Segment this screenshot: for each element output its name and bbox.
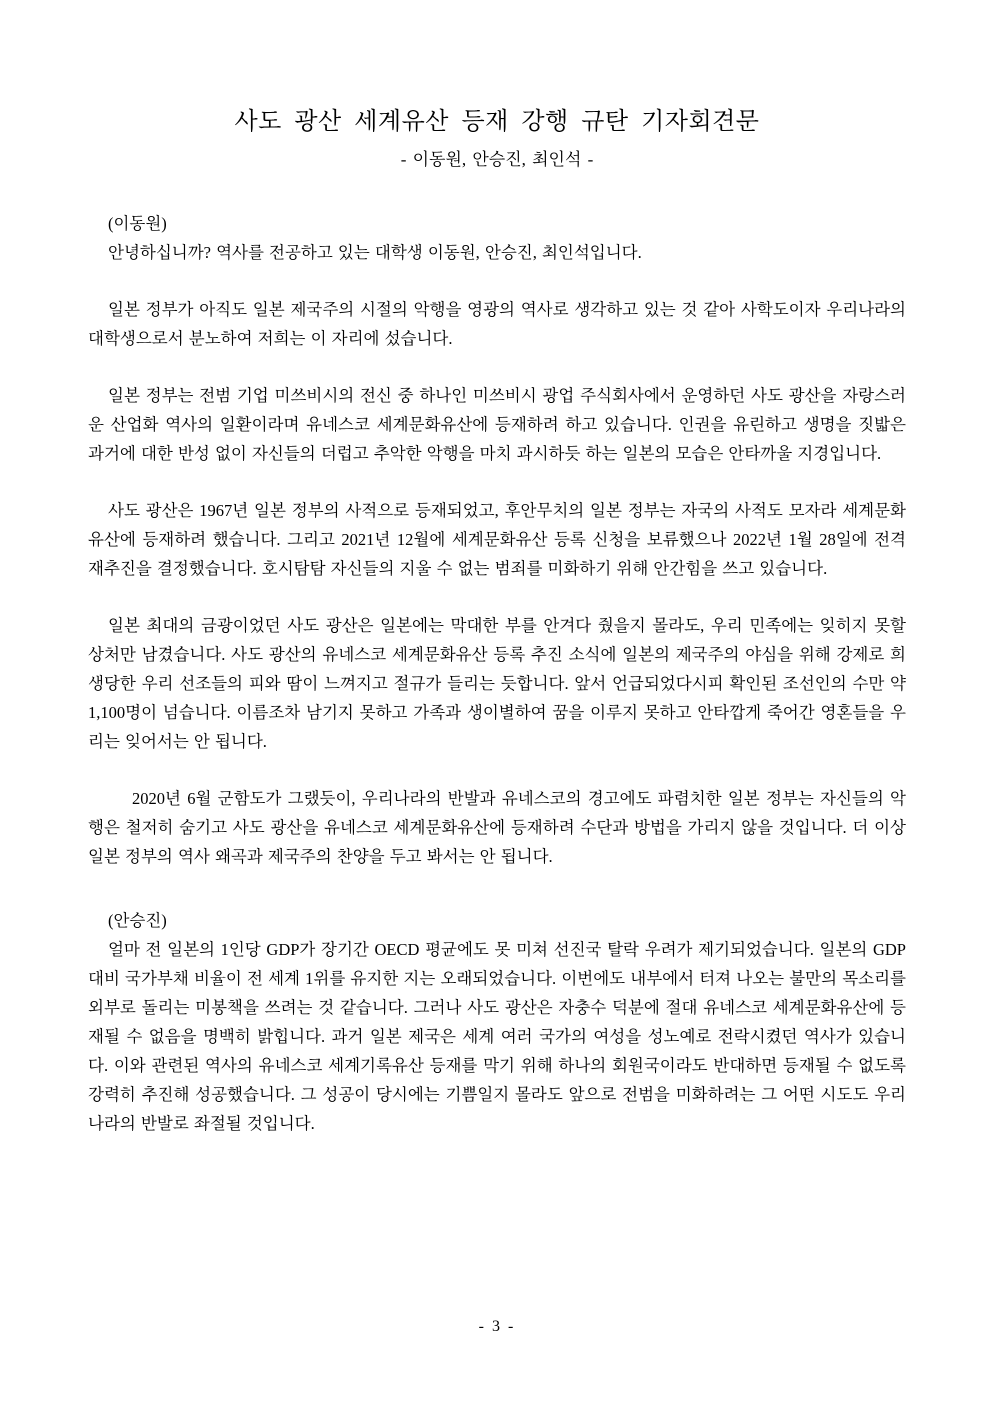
speaker-label: (안승진) (108, 911, 167, 930)
speaker-label: (이동원) (108, 214, 167, 233)
section-speaker-2 (88, 906, 906, 1138)
paragraph: 얼마 전 일본의 1인당 GDP가 장기간 OECD 평균에도 못 미쳐 선진국 탈락 우려가 제기되었습니다. 일본의 GDP 대비 국가부채 비율이 전 세계 1위를 유지한 지는 오래되었습니다. 이번에도 내부에서 터져 나오는 불만의 목소리를 외부로 돌리는 미봉책을 쓰려는 것 같습니다. 그러나 사도 광산은 자충수 덕분에 절대 유네스코 세계문화유산에 등재될 수 없음을 명백히 밝힙니다. 과거 일본 제국은 세계 여러 국가의 여성을 성노예로 전락시켰던 역사가 있습니다. 이와 관련된 역사의 유네스코 세계기록유산 등재를 막기 위해 하나의 회원국이라도 반대하면 등재될 수 없도록 강력히 추진해 성공했습니다. 그 성공이 당시에는 기쁨일지 몰라도 앞으로 전범을 미화하려는 그 어떤 시도도 우리나라의 반발로 좌절될 것입니다. (88, 940, 906, 1133)
paragraph: 2020년 6월 군함도가 그랬듯이, 우리나라의 반발과 유네스코의 경고에도 파렴치한 일본 정부는 자신들의 악행은 철저히 숨기고 사도 광산을 유네스코 세계문화유산에 등재하려 수단과 방법을 가리지 않을 것입니다. 더 이상 일본 정부의 역사 왜곡과 제국주의 찬양을 두고 봐서는 안 됩니다. (88, 789, 906, 866)
document-subtitle: - 이동원, 안승진, 최인석 - (400, 150, 594, 169)
paragraph: 사도 광산은 1967년 일본 정부의 사적으로 등재되었고, 후안무치의 일본 정부는 자국의 사적도 모자라 세계문화유산에 등재하려 했습니다. 그리고 2021년 12월에 세계문화유산 등록 신청을 보류했으나 2022년 1월 28일에 전격 재추진을 결정했습니다. 호시탐탐 자신들의 지울 수 없는 범죄를 미화하기 위해 안간힘을 쓰고 있습니다. (88, 501, 906, 578)
paragraph: 일본 정부는 전범 기업 미쓰비시의 전신 중 하나인 미쓰비시 광업 주식회사에서 운영하던 사도 광산을 자랑스러운 산업화 역사의 일환이라며 유네스코 세계문화유산에 등재하려 하고 있습니다. 인권을 유린하고 생명을 짓밟은 과거에 대한 반성 없이 자신들의 더럽고 추악한 악행을 마치 과시하듯 하는 일본의 모습은 안타까울 지경입니다. (88, 386, 906, 463)
page-number: - 3 - (478, 1318, 514, 1335)
paragraph: 일본 정부가 아직도 일본 제국주의 시절의 악행을 영광의 역사로 생각하고 있는 것 같아 사학도이자 우리나라의 대학생으로서 분노하여 저희는 이 자리에 섰습니다. (88, 300, 906, 348)
paragraph: 안녕하십니까? 역사를 전공하고 있는 대학생 이동원, 안승진, 최인석입니다. (108, 243, 642, 262)
section-speaker-1 (88, 209, 906, 871)
document-title: 사도 광산 세계유산 등재 강행 규탄 기자회견문 (234, 109, 760, 135)
document-content (88, 0, 906, 1138)
paragraph: 일본 최대의 금광이었던 사도 광산은 일본에는 막대한 부를 안겨다 줬을지 몰라도, 우리 민족에는 잊히지 못할 상처만 남겼습니다. 사도 광산의 유네스코 세계문화유산 등록 추진 소식에 일본의 제국주의 야심을 위해 강제로 희생당한 우리 선조들의 피와 땀이 느껴지고 절규가 들리는 듯합니다. 앞서 언급되었다시피 확인된 조선인의 수만 약 1,100명이 넘습니다. 이름조차 남기지 못하고 가족과 생이별하여 꿈을 이루지 못하고 안타깝게 죽어간 영혼들을 우리는 잊어서는 안 됩니다. (88, 616, 906, 751)
